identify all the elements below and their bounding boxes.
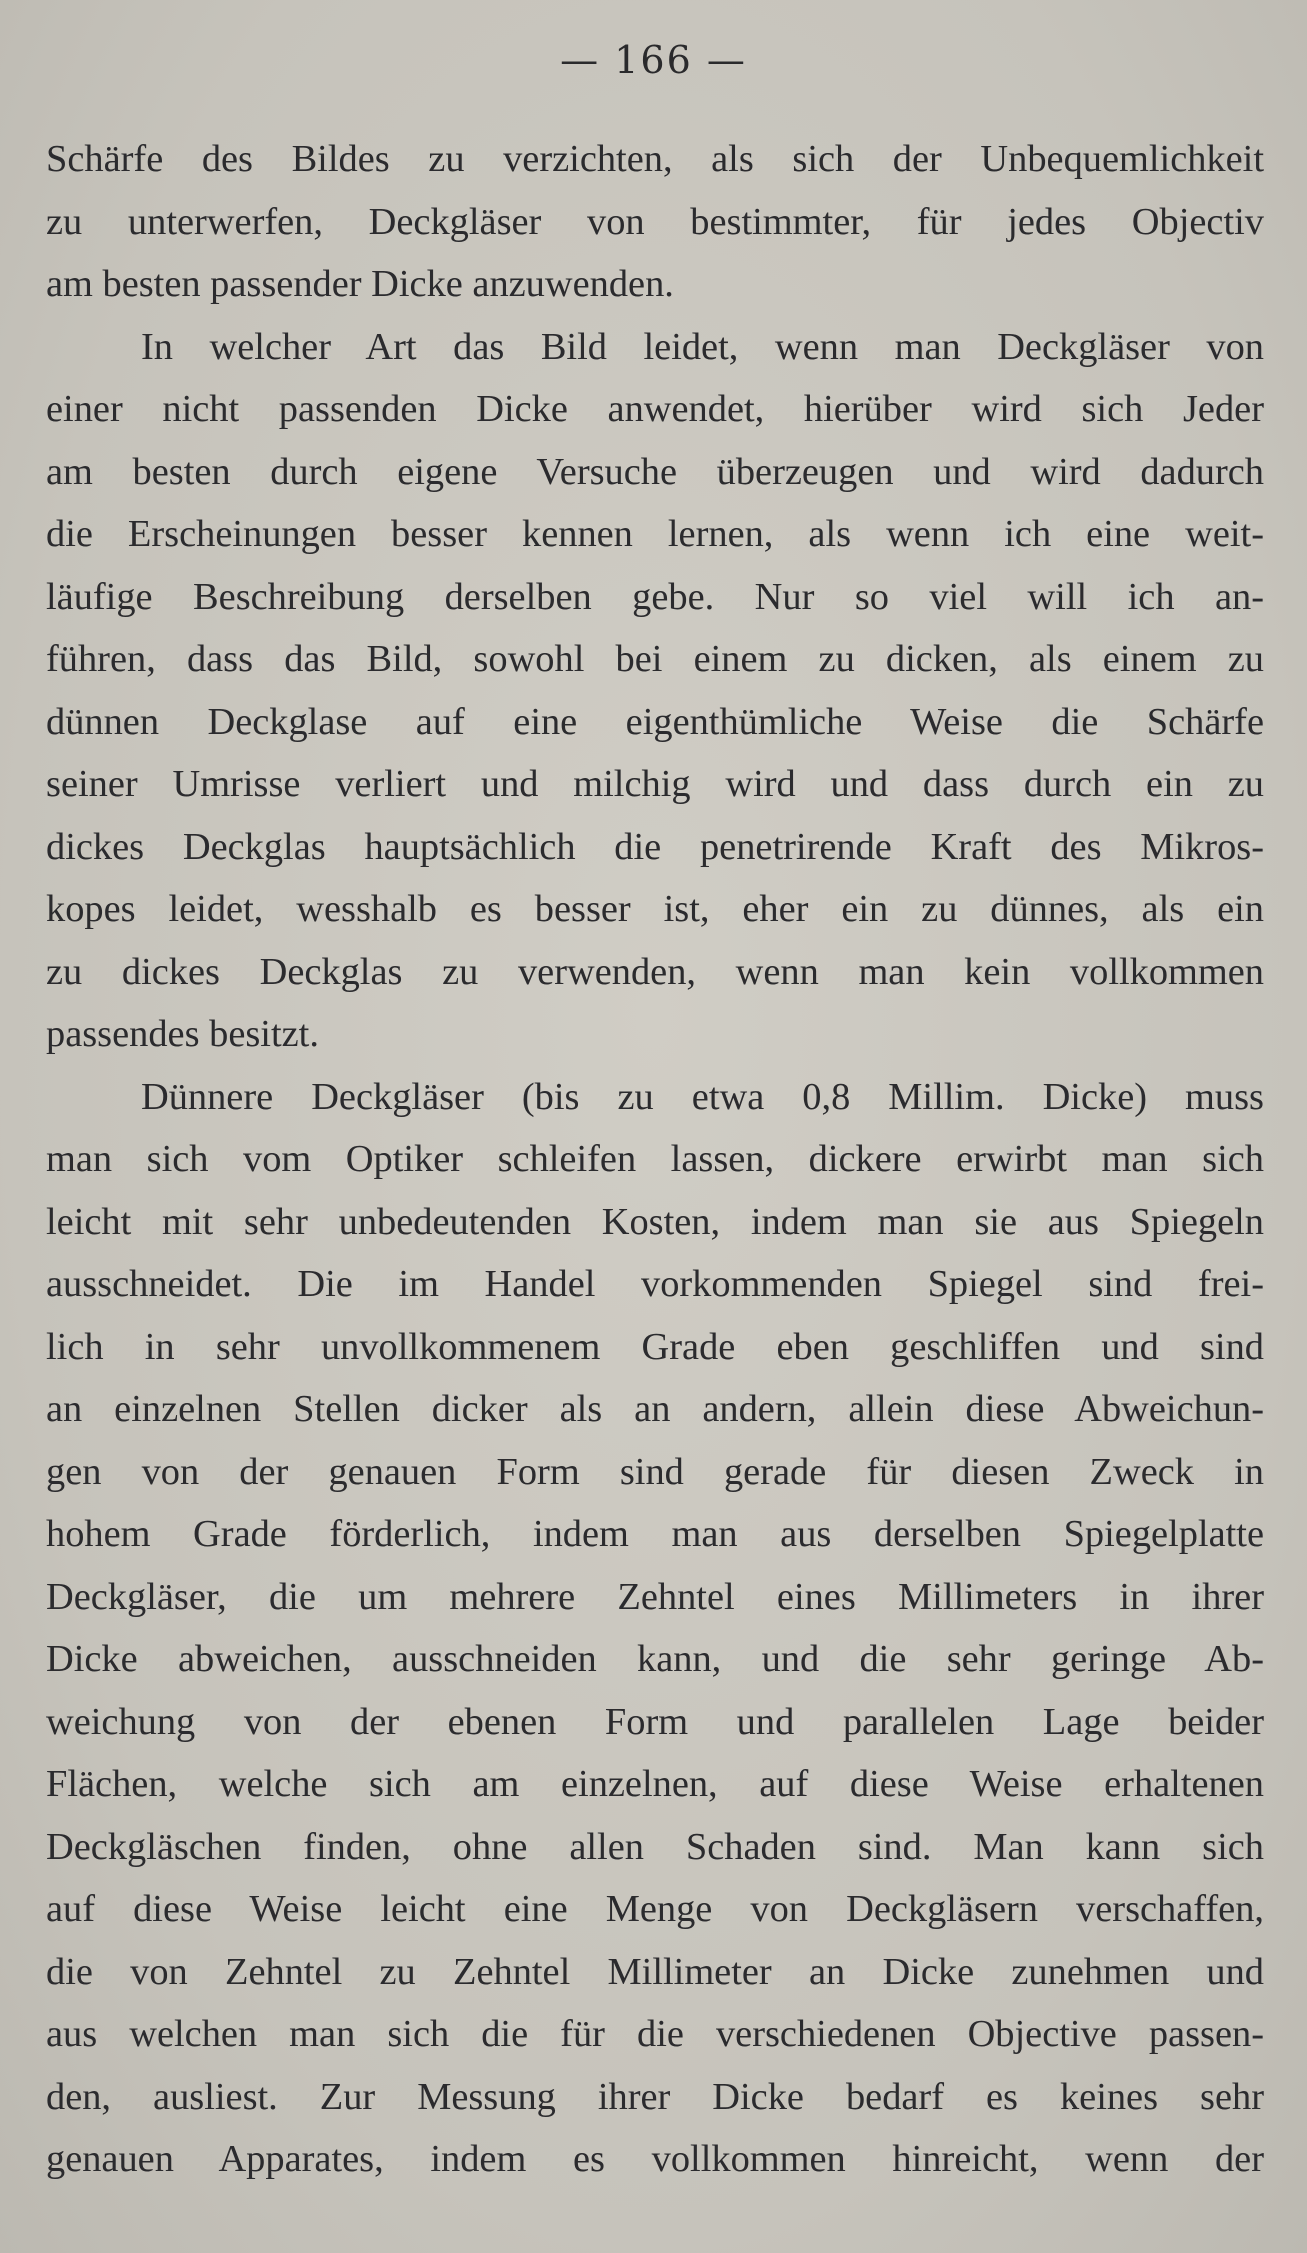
text-line: einer nicht passenden Dicke anwendet, hierüber wird sich Jeder [46,388,1264,430]
text-line: Deckgläschen finden, ohne allen Schaden sind. Man kann sich [46,1825,1264,1868]
text-line: zu dickes Deckglas zu verwenden, wenn man kein vollkommen [46,950,1264,993]
text-line: die von Zehntel zu Zehntel Millimeter an Dicke zunehmen und [46,1950,1264,1993]
text-line: am besten passender Dicke anzuwenden. [46,263,674,305]
text-line: am besten durch eigene Versuche überzeugen und wird dadurch [46,450,1264,493]
text-line: führen, dass das Bild, sowohl bei einem zu dicken, als einem zu [46,638,1264,680]
body-text [46,128,1264,2191]
text-line: man sich vom Optiker schleifen lassen, dickere erwirbt man sich [46,1138,1264,1180]
text-line: kopes leidet, wesshalb es besser ist, eher ein zu dünnes, als ein [46,888,1264,930]
text-line: weichung von der ebenen Form und parallelen Lage beider [46,1700,1264,1743]
text-line: Dicke abweichen, ausschneiden kann, und die sehr geringe Ab- [46,1638,1264,1680]
text-line: passendes besitzt. [46,1013,319,1055]
text-line: Deckgläser, die um mehrere Zehntel eines Millimeters in ihrer [46,1575,1264,1618]
text-line: Schärfe des Bildes zu verzichten, als sich der Unbequemlichkeit [46,138,1264,180]
text-line: genauen Apparates, indem es vollkommen hinreicht, wenn der [46,2138,1264,2180]
text-line: In welcher Art das Bild leidet, wenn man Deckgläser von [141,325,1264,368]
paragraph-1 [46,128,1264,316]
text-line: dickes Deckglas hauptsächlich die penetrirende Kraft des Mikros- [46,825,1264,868]
text-line: hohem Grade förderlich, indem man aus derselben Spiegelplatte [46,1513,1264,1555]
paragraph-2 [46,316,1264,1066]
text-line: dünnen Deckglase auf eine eigenthümliche Weise die Schärfe [46,700,1264,743]
text-line: die Erscheinungen besser kennen lernen, als wenn ich eine weit- [46,513,1264,555]
paragraph-3 [46,1066,1264,2191]
text-line: Flächen, welche sich am einzelnen, auf diese Weise erhaltenen [46,1763,1264,1805]
text-line: gen von der genauen Form sind gerade für diesen Zweck in [46,1450,1264,1493]
text-line: ausschneidet. Die im Handel vorkommenden Spiegel sind frei- [46,1263,1264,1305]
text-line: läufige Beschreibung derselben gebe. Nur so viel will ich an- [46,575,1264,618]
text-line: den, ausliest. Zur Messung ihrer Dicke bedarf es keines sehr [46,2075,1264,2118]
text-line: aus welchen man sich die für die verschiedenen Objective passen- [46,2013,1264,2055]
text-line: leicht mit sehr unbedeutenden Kosten, indem man sie aus Spiegeln [46,1200,1264,1243]
page-number: — 166 — [560,38,747,82]
text-line: Dünnere Deckgläser (bis zu etwa 0,8 Millim. Dicke) muss [141,1075,1264,1118]
text-line: auf diese Weise leicht eine Menge von Deckgläsern verschaffen, [46,1888,1264,1930]
text-line: lich in sehr unvollkommenem Grade eben geschliffen und sind [46,1325,1264,1368]
text-line: zu unterwerfen, Deckgläser von bestimmter, für jedes Objectiv [46,200,1264,243]
text-line: an einzelnen Stellen dicker als an andern, allein diese Abweichun- [46,1388,1264,1430]
text-line: seiner Umrisse verliert und milchig wird und dass durch ein zu [46,763,1264,805]
